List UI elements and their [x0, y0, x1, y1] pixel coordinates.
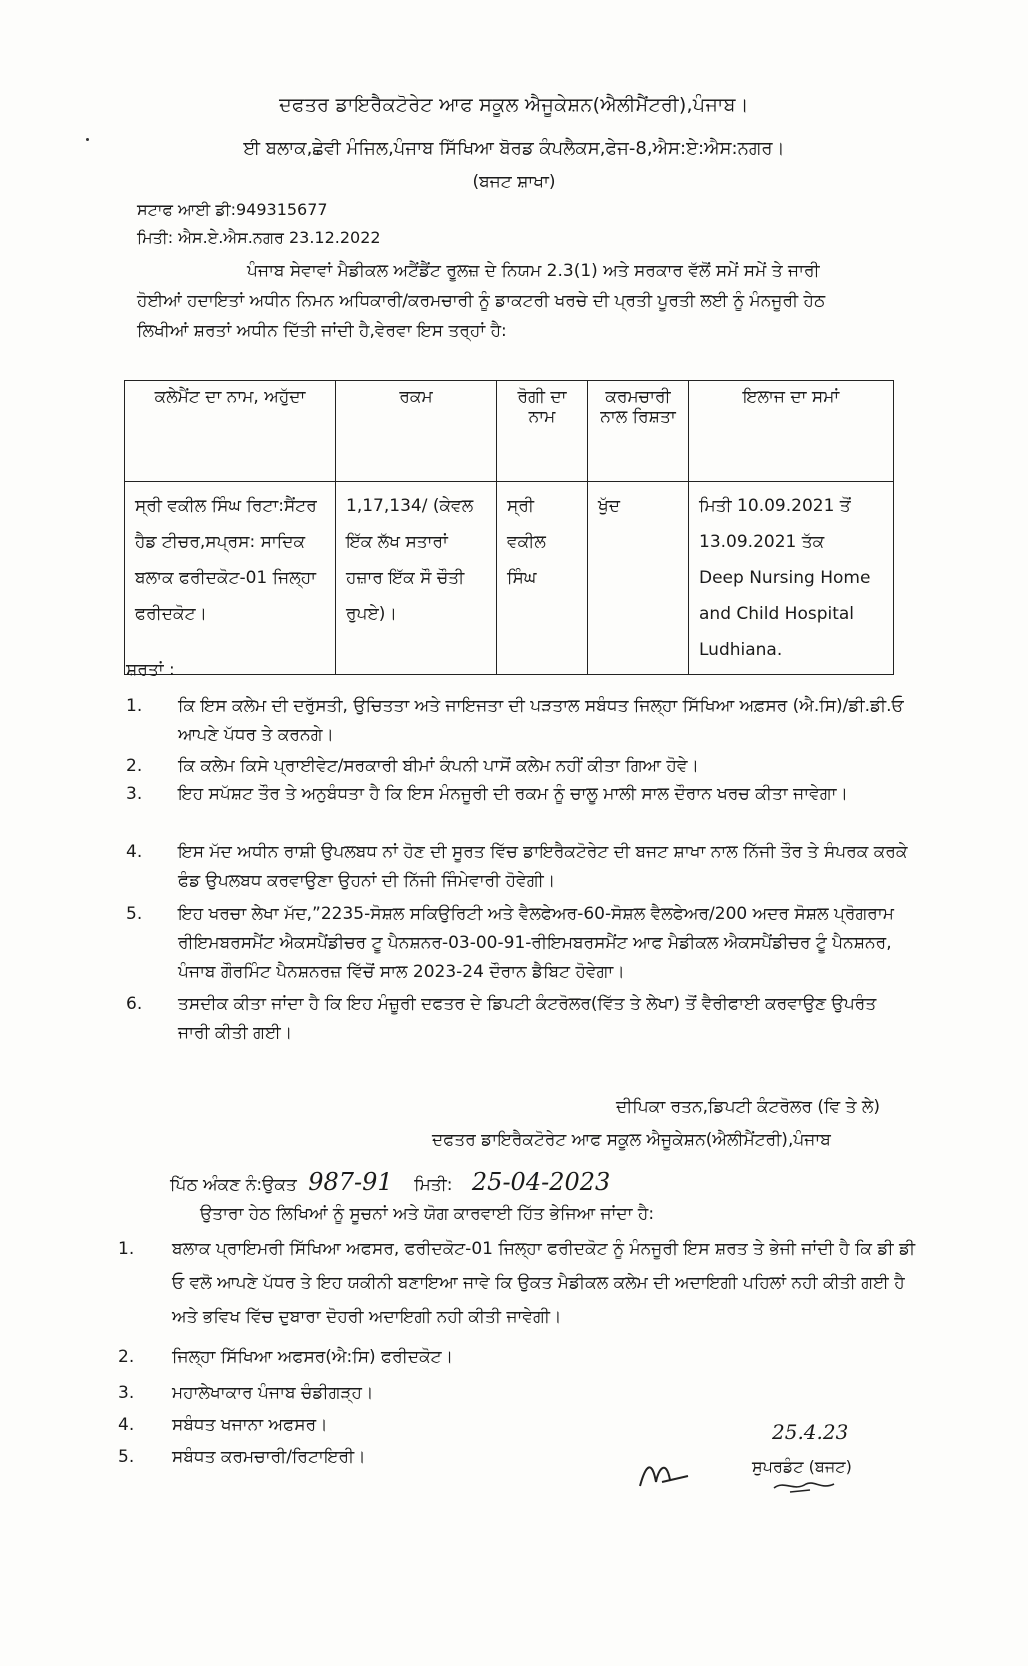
header-amount: ਰਕਮ: [336, 381, 497, 482]
condition-number: 4.: [126, 842, 143, 862]
distribution-text: ਜਿਲ੍ਹਾ ਸਿੱਖਿਆ ਅਫਸਰ(ਐ:ਸਿ) ਫਰੀਦਕੋਟ।: [172, 1347, 454, 1367]
branch-name: (ਬਜਟ ਸ਼ਾਖਾ): [472, 172, 556, 192]
intro-paragraph: [137, 256, 897, 346]
intro-line-1: ਪੰਜਾਬ ਸੇਵਾਵਾਂ ਮੈਡੀਕਲ ਅਟੈਂਡੈਂਟ ਰੂਲਜ਼ ਦੇ ਨਿਯਮ 2.3(1) ਅਤੇ ਸਰਕਾਰ ਵੱਲੋਂ ਸਮੇਂ ਸਮੇਂ ਤੇ ਜਾਰੀ: [247, 261, 820, 281]
issue-date: ਮਿਤੀ: ਐਸ.ਏ.ਐਸ.ਨਗਰ 23.12.2022: [137, 228, 381, 247]
distribution-number: 2.: [118, 1347, 135, 1367]
condition-number: 2.: [126, 756, 143, 776]
period-from: ਮਿਤੀ 10.09.2021 ਤੋਂ: [699, 496, 851, 516]
distribution-text: ਸਬੰਧਤ ਕਰਮਚਾਰੀ/ਰਿਟਾਇਰੀ।: [172, 1447, 366, 1467]
endorsement-label: ਪਿੱਠ ਅੰਕਣ ਨੰ:ਉਕਤ: [170, 1175, 297, 1195]
endorsement-line: [170, 1168, 610, 1196]
cell-relation: ਖੁੱਦ: [588, 482, 689, 675]
table-header-row: [125, 381, 894, 482]
intro-line-2: ਹੋਈਆਂ ਹਦਾਇਤਾਂ ਅਧੀਨ ਨਿਮਨ ਅਧਿਕਾਰੀ/ਕਰਮਚਾਰੀ ਨੂੰ ਡਾਕਟਰੀ ਖਰਚੇ ਦੀ ਪ੍ਰਤੀ ਪੂਰਤੀ ਲਈ ਨੂੰ ਮੰਨਜੂਰੀ ਹੇਠ: [137, 291, 826, 311]
distribution-text: ਮਹਾਲੇਖਾਕਾਰ ਪੰਜਾਬ ਚੰਡੀਗੜ੍ਹ।: [172, 1383, 374, 1403]
office-heading: ਦਫਤਰ ਡਾਇਰੈਕਟੋਰੇਟ ਆਫ ਸਕੂਲ ਐਜੂਕੇਸ਼ਨ(ਐਲੀਮੈਂਟਰੀ),ਪੰਜਾਬ।: [279, 94, 749, 116]
distribution-number: 4.: [118, 1415, 135, 1435]
condition-text: ਤਸਦੀਕ ਕੀਤਾ ਜਾਂਦਾ ਹੈ ਕਿ ਇਹ ਮੰਜ਼ੂਰੀ ਦਫਤਰ ਦੇ ਡਿਪਟੀ ਕੰਟਰੋਲਰ(ਵਿੱਤ ਤੇ ਲੇਖਾ) ਤੋਂ ਵੈਰੀਫਾਈ ਕਰਵਾਉਣ ਉਪਰੰਤ ਜਾਰੀ ਕੀਤੀ ਗਈ।: [178, 994, 877, 1043]
cell-claimant: ਸ੍ਰੀ ਵਕੀਲ ਸਿੰਘ ਰਿਟਾ:ਸੈਂਟਰ ਹੈਡ ਟੀਚਰ,ਸਪ੍ਰਸ: ਸਾਦਿਕ ਬਲਾਕ ਫਰੀਦਕੋਟ-01 ਜਿਲ੍ਹਾ ਫਰੀਦਕੋਟ।: [125, 482, 336, 675]
distribution-number: 1.: [118, 1239, 135, 1259]
signatory-office: ਦਫਤਰ ਡਾਇਰੈਕਟੋਰੇਟ ਆਫ ਸਕੂਲ ਐਜੂਕੇਸ਼ਨ(ਐਲੀਮੈਂਟਰੀ),ਪੰਜਾਬ: [432, 1130, 831, 1150]
endorsement-date: 25-04-2023: [471, 1168, 611, 1196]
cell-amount: 1,17,134/ (ਕੇਵਲ ਇੱਕ ਲੱਖ ਸਤਾਰਾਂ ਹਜ਼ਾਰ ਇੱਕ ਸੌ ਚੌਤੀ ਰੁਪਏ)।: [336, 482, 497, 675]
hospital-line-2: and Child Hospital: [699, 604, 855, 624]
header-patient: ਰੋਗੀ ਦਾ ਨਾਮ: [497, 381, 588, 482]
header-period: ਇਲਾਜ ਦਾ ਸਮਾਂ: [689, 381, 894, 482]
header-claimant: ਕਲੇਮੈਂਟ ਦਾ ਨਾਮ, ਅਹੁੱਦਾ: [125, 381, 336, 482]
distribution-number: 5.: [118, 1447, 135, 1467]
condition-number: 5.: [126, 904, 143, 924]
handwritten-initials-date: 25.4.23: [772, 1420, 849, 1444]
intro-line-3: ਲਿਖੀਆਂ ਸ਼ਰਤਾਂ ਅਧੀਨ ਦਿੱਤੀ ਜਾਂਦੀ ਹੈ,ਵੇਰਵਾ ਇਸ ਤਰ੍ਹਾਂ ਹੈ:: [137, 321, 507, 341]
handwritten-initial: [634, 1452, 694, 1494]
claim-table: [124, 380, 894, 675]
header-relation: ਕਰਮਚਾਰੀ ਨਾਲ ਰਿਸ਼ਤਾ: [588, 381, 689, 482]
office-address: ਈ ਬਲਾਕ,ਛੇਵੀ ਮੰਜਿਲ,ਪੰਜਾਬ ਸਿੱਖਿਆ ਬੋਰਡ ਕੰਪਲੈਕਸ,ਫੇਜ-8,ਐਸ:ਏ:ਐਸ:ਨਗਰ।: [243, 138, 785, 159]
conditions-label: ਸ਼ਰਤਾਂ :: [126, 660, 175, 680]
cell-patient: ਸ੍ਰੀ ਵਕੀਲ ਸਿੰਘ: [497, 482, 588, 675]
superintendent-designation: ਸੁਪਰਡੰਟ (ਬਜਟ): [752, 1457, 852, 1476]
condition-number: 1.: [126, 696, 143, 716]
cell-period: [689, 482, 894, 675]
hospital-line-3: Ludhiana.: [699, 640, 783, 660]
condition-number: 3.: [126, 784, 143, 804]
distribution-text: ਸਬੰਧਤ ਖਜਾਨਾ ਅਫਸਰ।: [172, 1415, 328, 1435]
endorsement-date-label: ਮਿਤੀ:: [414, 1175, 453, 1195]
distribution-text: ਬਲਾਕ ਪ੍ਰਾਇਮਰੀ ਸਿੱਖਿਆ ਅਫਸਰ, ਫਰੀਦਕੋਟ-01 ਜਿਲ੍ਹਾ ਫਰੀਦਕੋਟ ਨੂੰ ਮੰਨਜੂਰੀ ਇਸ ਸ਼ਰਤ ਤੇ ਭੇਜੀ ਜਾਂਦੀ ਹੈ ਕਿ ਡੀ ਡੀ ਓ ਵਲੋ ਆਪਣੇ ਪੱਧਰ ਤੇ ਇਹ ਯਕੀਨੀ ਬਣਾਇਆ ਜਾਵੇ ਕਿ ਉਕਤ ਮੈਡੀਕਲ ਕਲੇਮ ਦੀ ਅਦਾਇਗੀ ਪਹਿਲਾਂ ਨਹੀ ਕੀਤੀ ਗਈ ਹੈ ਅਤੇ ਭਵਿਖ ਵਿੱਚ ਦੁਬਾਰਾ ਦੋਹਰੀ ਅਦਾਇਗੀ ਨਹੀ ਕੀਤੀ ਜਾਵੇਗੀ।: [172, 1239, 916, 1327]
copy-forwarded-line: ਉਤਾਰਾ ਹੇਠ ਲਿਖਿਆਂ ਨੂੰ ਸੂਚਨਾਂ ਅਤੇ ਯੋਗ ਕਾਰਵਾਈ ਹਿੱਤ ਭੇਜਿਆ ਜਾਂਦਾ ਹੈ:: [200, 1204, 655, 1224]
condition-text: ਕਿ ਕਲੇਮ ਕਿਸੇ ਪ੍ਰਾਈਵੇਟ/ਸਰਕਾਰੀ ਬੀਮਾਂ ਕੰਪਨੀ ਪਾਸੋਂ ਕਲੇਮ ਨਹੀਂ ਕੀਤਾ ਗਿਆ ਹੋਵੇ।: [178, 756, 699, 776]
table-row: [125, 482, 894, 675]
condition-text: ਇਹ ਸਪੱਸ਼ਟ ਤੌਰ ਤੇ ਅਨੁਬੰਧਤਾ ਹੈ ਕਿ ਇਸ ਮੰਨਜੂਰੀ ਦੀ ਰਕਮ ਨੂੰ ਚਾਲੂ ਮਾਲੀ ਸਾਲ ਦੌਰਾਨ ਖਰਚ ਕੀਤਾ ਜਾਵੇਗਾ।: [178, 784, 848, 804]
signatory-name: ਦੀਪਿਕਾ ਰਤਨ,ਡਿਪਟੀ ਕੰਟਰੋਲਰ (ਵਿ ਤੇ ਲੇ): [615, 1097, 880, 1117]
staff-id: ਸਟਾਫ ਆਈ ਡੀ:949315677: [137, 200, 328, 219]
distribution-number: 3.: [118, 1383, 135, 1403]
condition-text: ਇਹ ਖਰਚਾ ਲੇਖਾ ਮੱਦ,”2235-ਸੋਸ਼ਲ ਸਕਿਉਰਿਟੀ ਅਤੇ ਵੈਲਫੇਅਰ-60-ਸੋਸ਼ਲ ਵੈਲਫੇਅਰ/200 ਅਦਰ ਸੋਸ਼ਲ ਪ੍ਰੋਗਰਾਮ ਰੀਇਮਬਰਸਮੈਂਟ ਐਕਸਪੈਂਡੀਚਰ ਟੂ ਪੈਨਸ਼ਨਰ-03-00-91-ਰੀਇਮਬਰਸਮੈਂਟ ਆਫ ਮੈਡੀਕਲ ਐਕਸਪੈਂਡੀਚਰ ਟੂੰ ਪੈਨਸ਼ਨਰ, ਪੰਜਾਬ ਗੌਰਮਿੰਟ ਪੈਨਸ਼ਨਰਜ਼ ਵਿੱਚੋਂ ਸਾਲ 2023-24 ਦੌਰਾਨ ਡੈਬਿਟ ਹੋਵੇਗਾ।: [178, 904, 894, 982]
hospital-line-1: Deep Nursing Home: [699, 568, 871, 588]
endorsement-number: 987-91: [308, 1168, 393, 1196]
condition-number: 6.: [126, 994, 143, 1014]
period-to: 13.09.2021 ਤੱਕ: [699, 532, 825, 552]
condition-text: ਕਿ ਇਸ ਕਲੇਮ ਦੀ ਦਰੁੱਸਤੀ, ਉਚਿਤਤਾ ਅਤੇ ਜਾਇਜਤਾ ਦੀ ਪੜਤਾਲ ਸਬੰਧਤ ਜਿਲ੍ਹਾ ਸਿੱਖਿਆ ਅਫ਼ਸਰ (ਐ.ਸਿ)/ਡੀ.ਡੀ.ਓ ਆਪਣੇ ਪੱਧਰ ਤੇ ਕਰਨਗੇ।: [178, 696, 904, 745]
signature-scribble: [770, 1476, 840, 1496]
condition-text: ਇਸ ਮੱਦ ਅਧੀਨ ਰਾਸ਼ੀ ਉਪਲਬਧ ਨਾਂ ਹੋਣ ਦੀ ਸੂਰਤ ਵਿੱਚ ਡਾਇਰੈਕਟੋਰੇਟ ਦੀ ਬਜਟ ਸ਼ਾਖਾ ਨਾਲ ਨਿੱਜੀ ਤੌਰ ਤੇ ਸੰਪਰਕ ਕਰਕੇ ਫੰਡ ਉਪਲਬਧ ਕਰਵਾਉਣਾ ਉਹਨਾਂ ਦੀ ਨਿੱਜੀ ਜਿੰਮੇਵਾਰੀ ਹੋਵੇਗੀ।: [178, 842, 908, 891]
